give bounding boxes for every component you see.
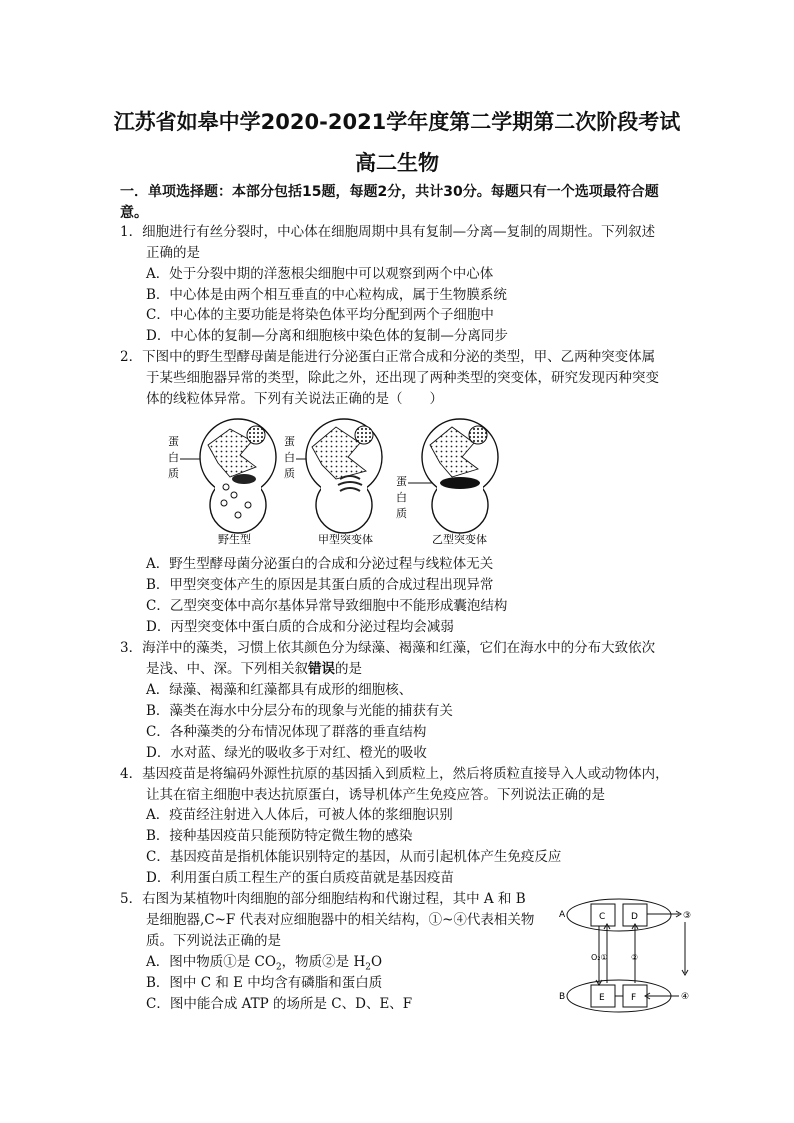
organelle-diagram xyxy=(555,895,705,1020)
svg-text:蛋: 蛋 xyxy=(396,475,407,488)
q3-option-c: C．各种藻类的分布情况体现了群落的垂直结构 xyxy=(146,724,427,740)
q5-stem-cont2: 质。下列说法正确的是 xyxy=(146,933,281,949)
q1-stem-cont: 正确的是 xyxy=(146,245,200,261)
q2-option-c: C．乙型突变体中高尔基体异常导致细胞中不能形成囊泡结构 xyxy=(146,598,508,614)
label-3: ③ xyxy=(683,911,692,921)
svg-text:质: 质 xyxy=(396,507,407,520)
q2-option-b: B．甲型突变体产生的原因是其蛋白质的合成过程出现异常 xyxy=(146,577,494,593)
q4-option-a: A．疫苗经注射进入人体后，可被人体的浆细胞识别 xyxy=(146,807,453,823)
q1-option-a: A．处于分裂中期的洋葱根尖细胞中可以观察到两个中心体 xyxy=(146,266,494,282)
caption-type-a: 甲型突变体 xyxy=(318,533,373,546)
cell-wild-type xyxy=(200,419,276,533)
q4-stem-cont: 让其在宿主细胞中表达抗原蛋白，诱导机体产生免疫应答。下列说法正确的是 xyxy=(146,787,605,803)
q3-option-a: A．绿藻、褐藻和红藻都具有成形的细胞核、 xyxy=(146,682,413,698)
q3-option-d: D．水对蓝、绿光的吸收多于对红、橙光的吸收 xyxy=(146,745,427,761)
q5-option-a: A．图中物质①是 $CO_2$，物质②是 $H_2O$ xyxy=(146,954,383,973)
section-header: 一．单项选择题：本部分包括15题，每题2分，共计30分。每题只有一个选项最符合题 xyxy=(120,184,659,200)
q5-stem: 5．右图为某植物叶肉细胞的部分细胞结构和代谢过程，其中 A 和 B xyxy=(120,891,526,907)
label-4: ④ xyxy=(681,992,690,1002)
cell-type-b xyxy=(422,419,498,533)
q2-option-a: A．野生型酵母菌分泌蛋白的合成和分泌过程与线粒体无关 xyxy=(146,556,494,572)
q4-option-d: D．利用蛋白质工程生产的蛋白质疫苗就是基因疫苗 xyxy=(146,870,454,886)
q2-option-d: D．丙型突变体中蛋白质的合成和分泌过程均会减弱 xyxy=(146,619,454,635)
svg-text:白: 白 xyxy=(284,451,295,464)
page-subtitle: 高二生物 xyxy=(355,151,439,175)
q3-stem: 3．海洋中的藻类，习惯上依其颜色分为绿藻、褐藻和红藻，它们在海水中的分布大致依次 xyxy=(120,640,656,656)
q5-stem-cont1: 是细胞器,C~F 代表对应细胞器中的相关结构，①~④代表相关物 xyxy=(146,912,535,928)
q2-stem: 2．下图中的野生型酵母菌是能进行分泌蛋白正常合成和分泌的类型，甲、乙两种突变体属 xyxy=(120,349,656,365)
label-2: ② xyxy=(631,953,639,962)
svg-text:蛋: 蛋 xyxy=(284,435,295,448)
yeast-figure xyxy=(160,415,510,550)
section-header-cont: 意。 xyxy=(120,205,148,221)
svg-text:质: 质 xyxy=(168,467,179,480)
q3-stem-cont: 是浅、中、深。下列相关叙错误的是 xyxy=(146,661,362,677)
label-protein-1: 蛋 xyxy=(168,435,179,448)
label-o2: O₂① xyxy=(591,953,608,962)
label-d: D xyxy=(631,912,638,922)
page-title: 江苏省如皋中学2020-2021学年度第二学期第二次阶段考试 xyxy=(113,110,681,134)
svg-text:白: 白 xyxy=(168,451,179,464)
label-organelle-a: A xyxy=(559,910,566,920)
cell-type-a xyxy=(306,419,382,533)
caption-wild-type: 野生型 xyxy=(218,533,251,546)
caption-type-b: 乙型突变体 xyxy=(432,533,487,546)
q4-option-b: B．接种基因疫苗只能预防特定微生物的感染 xyxy=(146,828,413,844)
q1-option-d: D．中心体的复制—分离和细胞核中染色体的复制—分离同步 xyxy=(146,328,508,344)
q3-option-b: B．藻类在海水中分层分布的现象与光能的捕获有关 xyxy=(146,703,453,719)
q5-option-c: C．图中能合成 ATP 的场所是 C、D、E、F xyxy=(146,996,413,1012)
svg-text:质: 质 xyxy=(284,467,295,480)
svg-text:白: 白 xyxy=(396,491,407,504)
label-organelle-b: B xyxy=(559,992,566,1002)
q5-option-b: B．图中 C 和 E 中均含有磷脂和蛋白质 xyxy=(146,975,383,991)
q2-stem-cont2: 体的线粒体异常。下列有关说法正确的是（ ） xyxy=(146,391,443,407)
q1-option-c: C．中心体的主要功能是将染色体平均分配到两个子细胞中 xyxy=(146,307,494,323)
q1-option-b: B．中心体是由两个相互垂直的中心粒构成，属于生物膜系统 xyxy=(146,287,507,303)
q2-stem-cont1: 于某些细胞器异常的类型，除此之外，还出现了两种类型的突变体，研究发现丙种突变 xyxy=(146,370,659,386)
label-c: C xyxy=(599,912,606,922)
q1-stem: 1．细胞进行有丝分裂时，中心体在细胞周期中具有复制—分离—复制的周期性。下列叙述 xyxy=(120,224,656,240)
label-e: E xyxy=(599,993,605,1003)
q4-stem: 4．基因疫苗是将编码外源性抗原的基因插入到质粒上，然后将质粒直接导入人或动物体内， xyxy=(120,766,669,782)
q4-option-c: C．基因疫苗是指机体能识别特定的基因，从而引起机体产生免疫反应 xyxy=(146,849,562,865)
label-f: F xyxy=(631,993,637,1003)
